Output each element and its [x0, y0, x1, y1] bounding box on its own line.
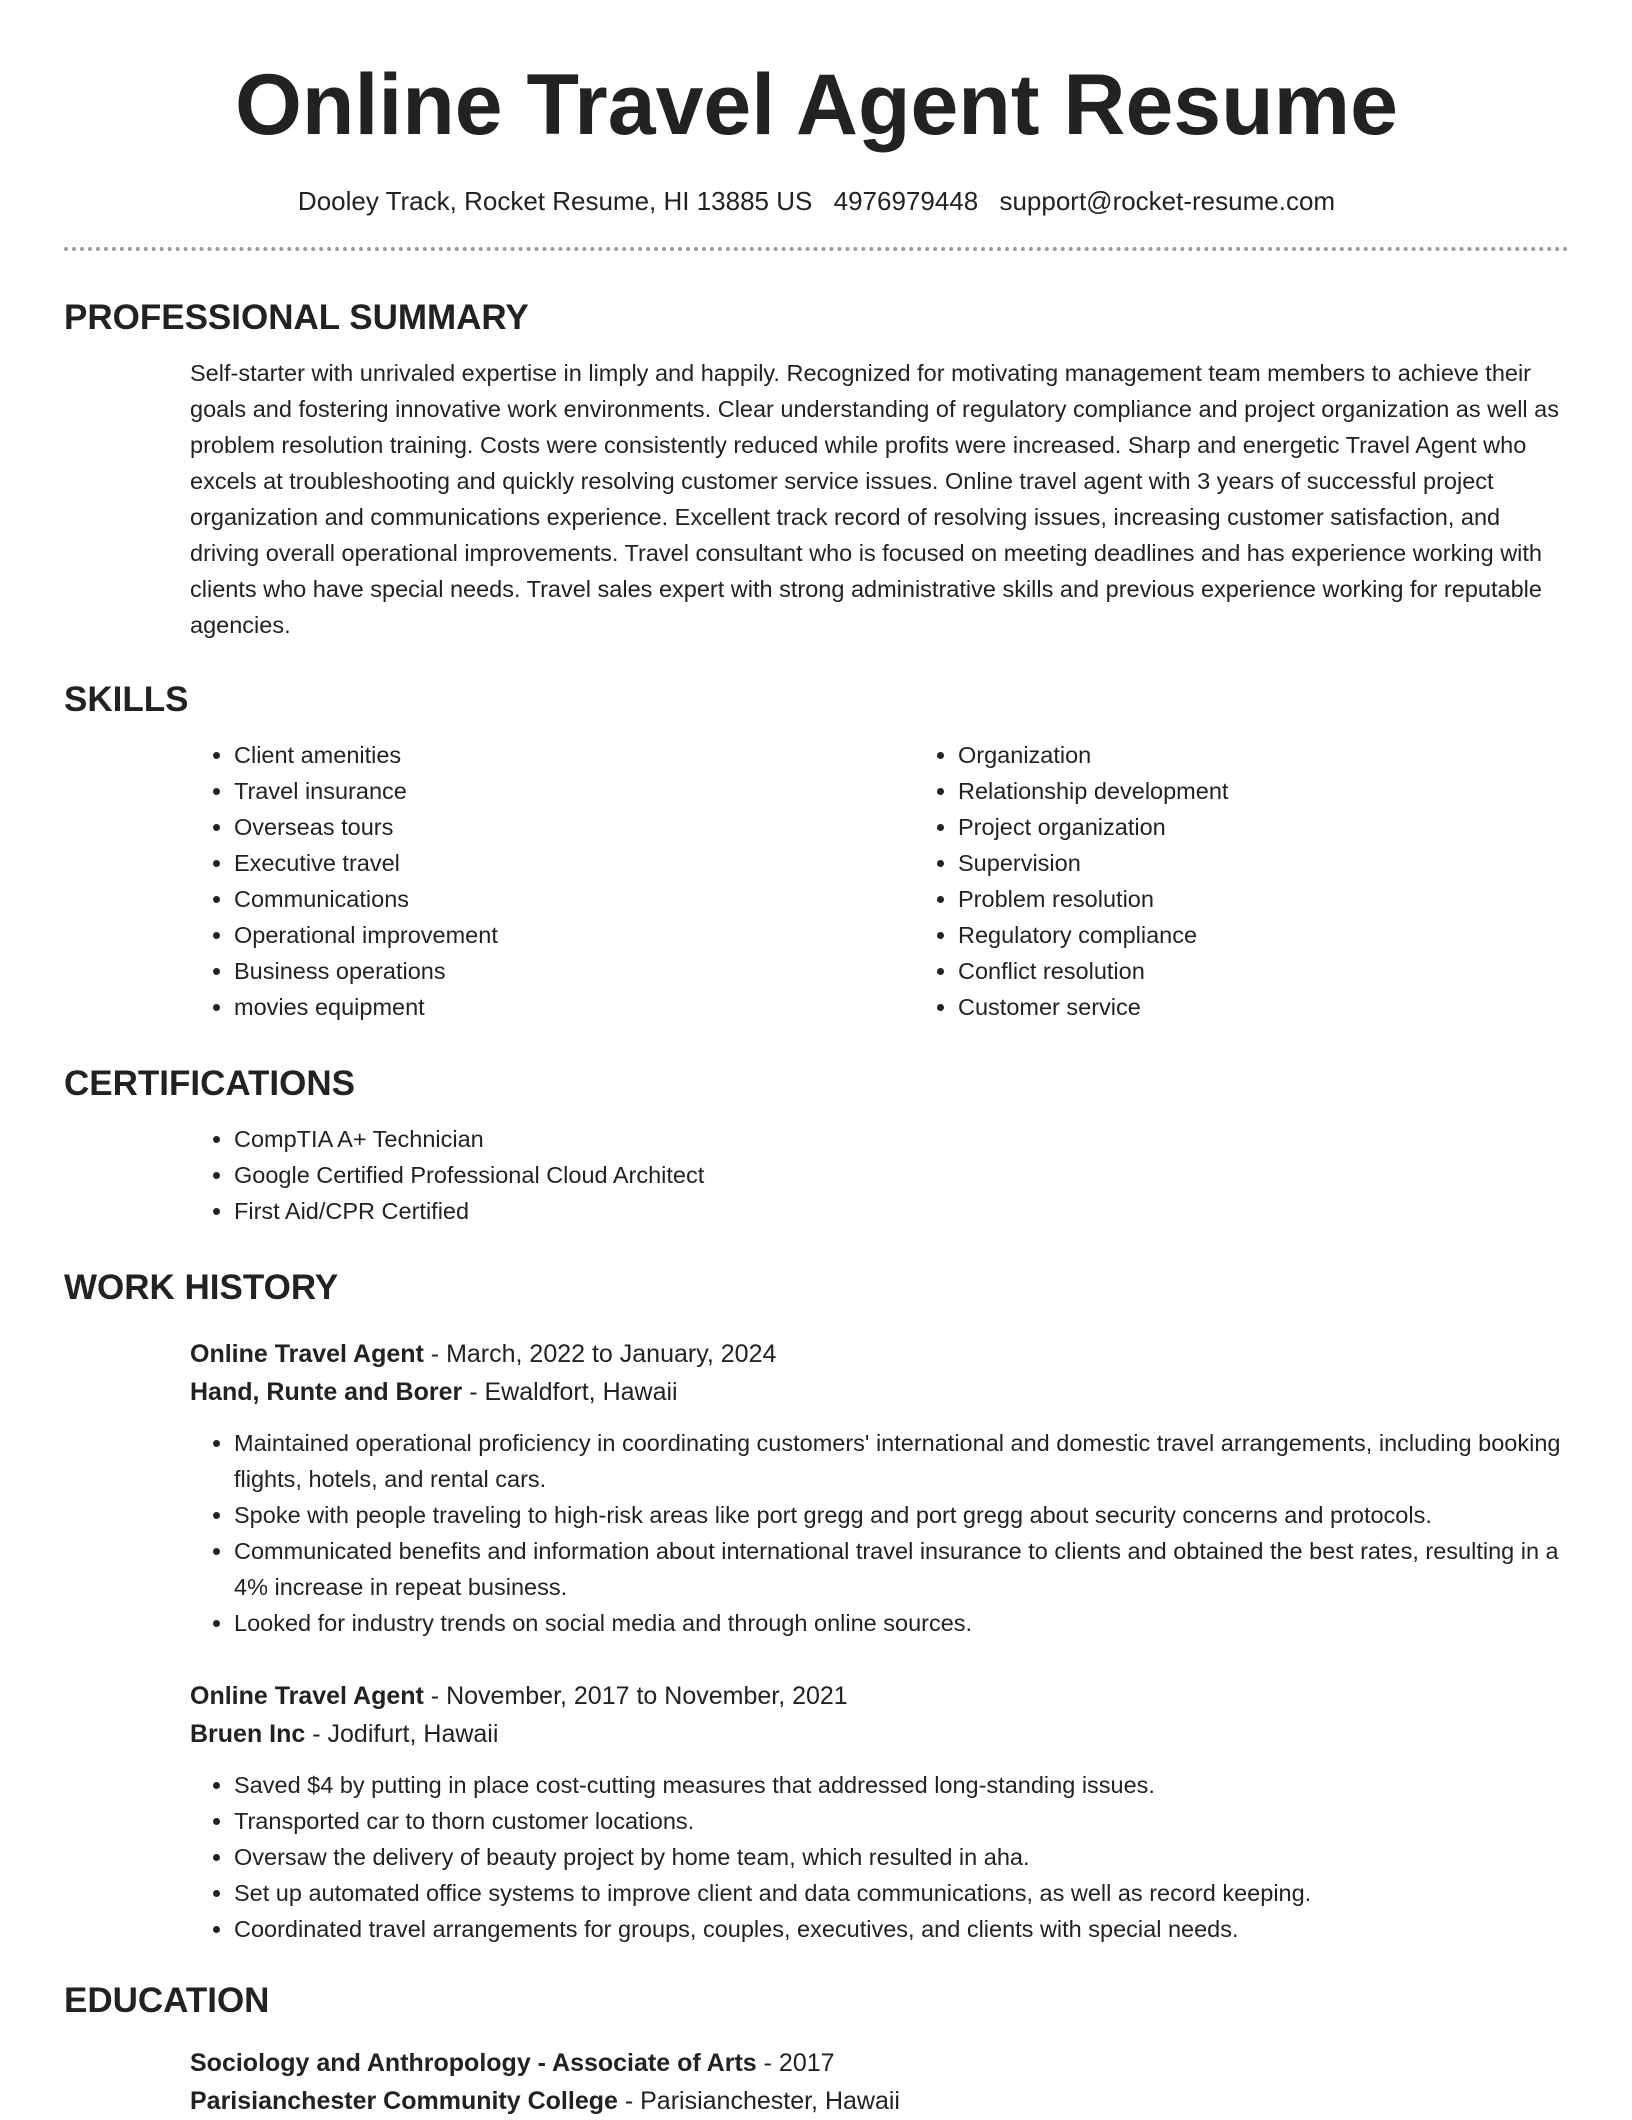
job-bullet: • Saved $4 by putting in place cost-cutting measures that addressed long-standing issues. [234, 1767, 1569, 1803]
contact-email: support@rocket-resume.com [999, 186, 1336, 216]
job-title-line [190, 1677, 1569, 1715]
skill-item: • Conflict resolution [958, 953, 1632, 989]
education-degree: Sociology and Anthropology - Associate of Arts [190, 2049, 757, 2077]
skill-item: • Client amenities [234, 737, 914, 773]
education-school-line [190, 2082, 1569, 2120]
skill-item: • Executive travel [234, 845, 914, 881]
skills-list-left [190, 737, 914, 1025]
job-entry [64, 1677, 1569, 1947]
summary-section [64, 300, 1569, 643]
resume-title: Online Travel Agent Resume [235, 57, 1398, 153]
education-location: - Parisianchester, Hawaii [617, 2087, 900, 2115]
header-divider [64, 247, 1569, 251]
skill-item: • Organization [958, 737, 1632, 773]
job-bullet: • Maintained operational proficiency in coordinating customers' international and domestic travel arrangements, including booking flights, hotels, and rental cars. [234, 1425, 1569, 1497]
job-company: Bruen Inc [190, 1720, 306, 1748]
education-degree-line [190, 2044, 1569, 2082]
skills-list-right [914, 737, 1632, 1025]
skill-item: • Problem resolution [958, 881, 1632, 917]
certifications-list [190, 1121, 1569, 1229]
education-section [64, 1983, 1569, 2120]
education-entry [190, 2044, 1569, 2120]
work-history-heading: WORK HISTORY [64, 1268, 339, 1307]
skill-item: • Overseas tours [234, 809, 914, 845]
skill-item: • Regulatory compliance [958, 917, 1632, 953]
skills-grid [190, 737, 1569, 1025]
job-bullets [190, 1425, 1569, 1641]
resume-page [64, 0, 1569, 251]
education-school: Parisianchester Community College [190, 2087, 618, 2115]
job-dates: - November, 2017 to November, 2021 [423, 1682, 848, 1710]
job-bullet: • Transported car to thorn customer locations. [234, 1803, 1569, 1839]
job-bullet: • Oversaw the delivery of beauty project by home team, which resulted in aha. [234, 1839, 1569, 1875]
job-bullet: • Spoke with people traveling to high-risk areas like port gregg and port gregg about security concerns and protocols. [234, 1497, 1569, 1533]
certifications-heading: CERTIFICATIONS [64, 1064, 356, 1103]
skill-item: • Communications [234, 881, 914, 917]
skill-item: • Project organization [958, 809, 1632, 845]
job-entry [64, 1335, 1569, 1641]
certifications-section [64, 1066, 1569, 1229]
job-bullet: • Set up automated office systems to improve client and data communications, as well as record keeping. [234, 1875, 1569, 1911]
certification-item: • Google Certified Professional Cloud Architect [234, 1157, 1569, 1193]
work-history-section [64, 1270, 1569, 1305]
certification-item: • First Aid/CPR Certified [234, 1193, 1569, 1229]
job-company: Hand, Runte and Borer [190, 1378, 463, 1406]
job-location: - Ewaldfort, Hawaii [462, 1378, 678, 1406]
education-heading: EDUCATION [64, 1981, 270, 2020]
summary-text: Self-starter with unrivaled expertise in limply and happily. Recognized for motivating management team members to achieve their goals and fostering innovative work environments. Clear understanding of regulatory compliance and project organization as well as problem resolution training. Costs were consistently reduced while profits were increased. Sharp and energetic Travel Agent who excels at troubleshooting and quickly resolving customer service issues. Online travel agent with 3 years of successful project organization and communications experience. Excellent track record of resolving issues, increasing customer satisfaction, and driving overall operational improvements. Travel consultant who is focused on meeting deadlines and has experience working with clients who have special needs. Travel sales expert with strong administrative skills and previous experience working for reputable agencies. [190, 360, 1559, 638]
job-dates: - March, 2022 to January, 2024 [423, 1340, 777, 1368]
job-bullet: • Communicated benefits and information about international travel insurance to clients and obtained the best rates, resulting in a 4% increase in repeat business. [234, 1533, 1569, 1605]
skills-section [64, 682, 1569, 1025]
job-bullets [190, 1767, 1569, 1947]
job-company-line [190, 1373, 1569, 1411]
skill-item: • Business operations [234, 953, 914, 989]
job-title: Online Travel Agent [190, 1340, 424, 1368]
job-company-line [190, 1715, 1569, 1753]
skill-item: • Customer service [958, 989, 1632, 1025]
skill-item: • movies equipment [234, 989, 914, 1025]
summary-heading: PROFESSIONAL SUMMARY [64, 298, 529, 337]
contact-address: Dooley Track, Rocket Resume, HI 13885 US [297, 186, 813, 216]
contact-line [64, 188, 1569, 214]
skill-item: • Travel insurance [234, 773, 914, 809]
skill-item: • Operational improvement [234, 917, 914, 953]
job-location: - Jodifurt, Hawaii [305, 1720, 499, 1748]
job-bullet: • Coordinated travel arrangements for groups, couples, executives, and clients with special needs. [234, 1911, 1569, 1947]
skill-item: • Relationship development [958, 773, 1632, 809]
job-title: Online Travel Agent [190, 1682, 424, 1710]
certifications-body [190, 1121, 1569, 1229]
job-title-line [190, 1335, 1569, 1373]
education-year: - 2017 [756, 2049, 835, 2077]
job-bullet: • Looked for industry trends on social media and through online sources. [234, 1605, 1569, 1641]
certification-item: • CompTIA A+ Technician [234, 1121, 1569, 1157]
skills-heading: SKILLS [64, 680, 189, 719]
skill-item: • Supervision [958, 845, 1632, 881]
contact-phone: 4976979448 [833, 186, 979, 216]
